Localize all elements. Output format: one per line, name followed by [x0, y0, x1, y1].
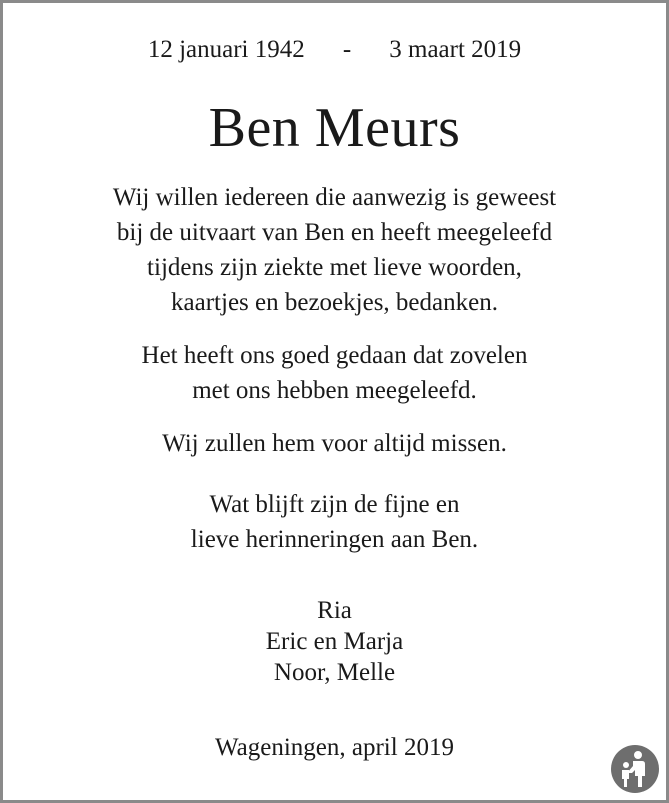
birth-date: 12 januari 1942	[147, 36, 305, 63]
text-line: Wij willen iedereen die aanwezig is geweest	[112, 184, 557, 211]
signatory: Ria	[317, 597, 352, 624]
life-dates	[0, 36, 669, 64]
mourning-figures-logo-icon	[611, 745, 659, 793]
signatory: Noor, Melle	[273, 659, 396, 686]
thanks-paragraph	[0, 180, 669, 320]
date-separator: -	[342, 36, 352, 63]
signatories	[0, 595, 669, 688]
text-line: lieve herinneringen aan Ben.	[190, 526, 479, 553]
deceased-name: Ben Meurs	[208, 97, 461, 159]
text-line: Het heeft ons goed gedaan dat zovelen	[141, 342, 528, 369]
text-line: tijdens zijn ziekte met lieve woorden,	[147, 254, 522, 281]
memories-paragraph	[0, 487, 669, 557]
miss-paragraph	[0, 426, 669, 461]
signatory: Eric en Marja	[265, 628, 404, 655]
text-line: Wij zullen hem voor altijd missen.	[162, 430, 507, 457]
text-line: Wat blijft zijn de fijne en	[209, 491, 460, 518]
place-date: Wageningen, april 2019	[215, 734, 454, 761]
text-line: kaartjes en bezoekjes, bedanken.	[171, 289, 498, 316]
support-paragraph	[0, 338, 669, 408]
text-line: bij de uitvaart van Ben en heeft meegeleefd	[116, 219, 553, 246]
death-date: 3 maart 2019	[389, 36, 522, 63]
text-line: met ons hebben meegeleefd.	[192, 377, 477, 404]
